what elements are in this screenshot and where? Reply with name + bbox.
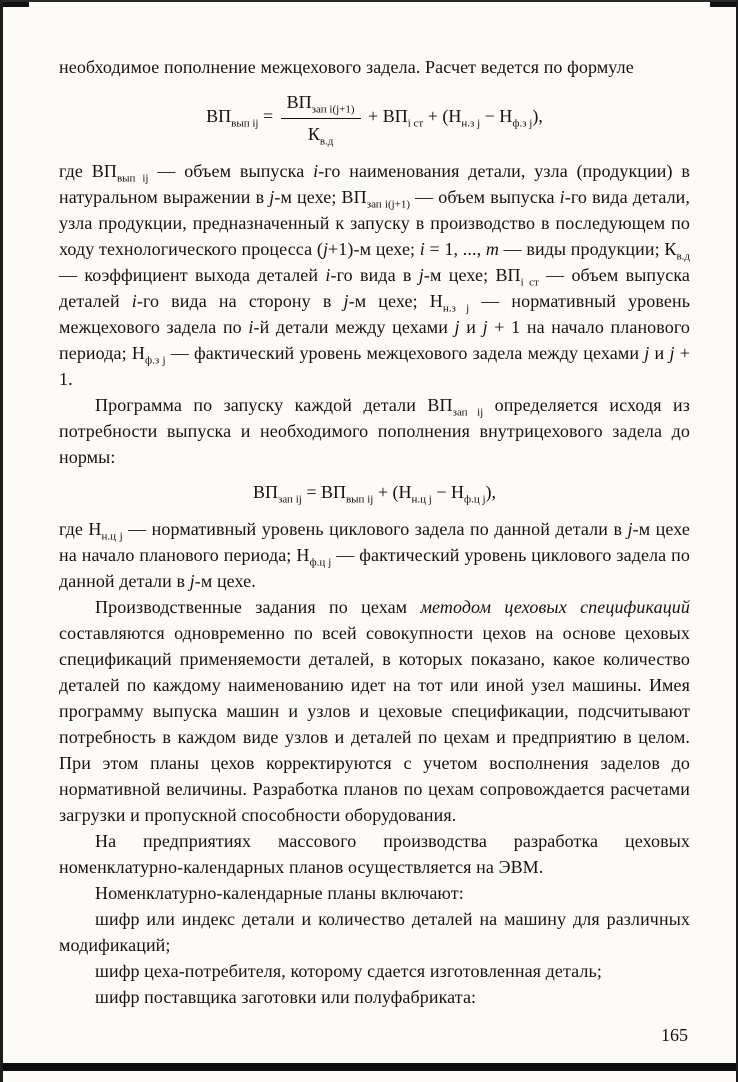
text-run: шифр или индекс детали и количество деталей на машину для различных модификаций; [59,909,690,955]
paragraph [59,958,690,984]
text-run: и [459,317,483,337]
subscript: зап ij [277,493,302,506]
italic-text: j [343,291,349,311]
text-run: ВП [206,106,232,127]
paragraph [59,594,690,828]
paragraph [59,828,690,880]
subscript: н.з j [442,302,470,315]
subscript: вып ij [116,172,149,185]
subscript: вып ij [345,493,374,506]
text-run: +1)-м цехе; [328,239,420,259]
subscript: зап i(j+1) [366,198,411,211]
text-run: где Н [59,519,102,539]
subscript: ф.з j [144,354,166,367]
italic-text: i [559,187,565,207]
scan-edge-top-left [3,2,29,7]
text-run: − Н [431,482,464,502]
text-run: ВП [252,482,278,502]
italic-text: j [322,239,329,259]
subscript: i ст [520,276,539,289]
italic-text: i [131,291,137,311]
italic-text: m [485,239,499,259]
text-run: Номенклатурно-календарные планы включают: [95,883,464,903]
text-run: -м цехе. [194,571,256,591]
text-run: -м цехе; ВП [274,187,367,207]
text-run: -го вида детали, узла продукции, предназначенный к запуску в производство в последующем по ходу технологического процесса ( [59,187,691,259]
text-run: К [307,124,320,144]
paragraph [59,880,690,906]
text-run: + 1 на начало планового периода; Н [59,317,690,363]
subscript: зап i(j+1) [311,103,355,116]
subscript: ф.з j [512,117,533,130]
italic-text: j [669,343,675,363]
italic-text: методом цеховых спецификаций [420,597,690,617]
text-run: = ВП [301,482,346,502]
italic-text: j [482,317,488,337]
subscript: i ст [407,117,424,130]
text-run: — фактический уровень циклового задела по данной детали в [59,545,691,591]
text-run: — нормативный уровень циклового задела по данной детали в [122,519,628,539]
text-run: = [258,106,278,127]
text-run: — объем выпуска деталей [59,265,690,311]
text-run: и [649,343,670,363]
subscript: в.д [676,250,690,263]
subscript: в.д [319,135,334,148]
paragraph [59,906,690,958]
subscript: н.ц j [101,530,123,543]
italic-text: j [418,265,424,285]
text-run: — нормативный уровень межцехового задела по [59,291,691,337]
subscript: н.ц j [411,493,432,506]
italic-text: i [419,239,425,259]
text-run: + 1. [59,343,690,389]
formula [59,89,690,147]
text-run: = 1, ..., [424,239,486,259]
subscript: вып ij [231,117,259,130]
text-run: — объем выпуска [410,187,560,207]
subscript: н.з j [461,117,481,130]
text-run: + (Н [423,106,462,127]
text-run: необходимое пополнение межцехового задела. Расчет ведется по формуле [59,57,634,77]
text-run: ВП [286,92,312,112]
paragraph [59,392,690,470]
fraction-numerator [281,89,361,119]
fraction [281,89,361,147]
paragraph [59,158,690,392]
paragraph [59,516,690,594]
italic-text: j [644,343,650,363]
italic-text: i [325,265,331,285]
text-run: ), [532,106,543,127]
text-run: Производственные задания по цехам [95,597,421,617]
text-run: составляются одновременно по всей совокупности цехов на основе цеховых спецификаций применяемости деталей, в которых показано, какое количество деталей по каждому наименованию идет на тот или иной узел машины. Имея программу выпуска машин и узлов и цеховые спецификации, подсчитывают потребность в каждом виде узлов и деталей по цехам и предприятию в целом. При этом планы цехов корректируются с учетом восполнения заделов до нормативной величины. Разработка планов по цехам сопровождается расчетами загрузки и пропускной способности оборудования. [59,623,690,825]
text-run: -й детали между цехами [253,317,455,337]
formula [59,479,690,505]
fraction-denominator [281,119,361,147]
text-run: -м цехе; Н [348,291,443,311]
text-run: — объем выпуска [148,161,314,181]
text-run: − Н [480,106,513,127]
italic-text: i [313,161,319,181]
text-run: + ВП [363,106,408,127]
text-run: — виды продукции; К [498,239,677,259]
text-run: где ВП [59,161,117,181]
page-number: 165 [661,1025,688,1045]
paragraph [59,54,690,80]
text-run: -го вида в [330,265,419,285]
text-run: шифр цеха-потребителя, которому сдается изготовленная деталь; [95,961,602,981]
subscript: ф.ц j [463,493,486,506]
text-run: ), [485,482,497,502]
text-run: определяется исходя из потребности выпуска и необходимого пополнения внутрицехового задела до нормы: [59,395,690,467]
text-run: На предприятиях массового производства разработка цеховых номенклатурно-календарных планов осуществляется на ЭВМ. [59,831,690,877]
paragraph [59,984,690,1010]
italic-text: j [454,317,460,337]
subscript: зап ij [452,406,484,419]
scan-edge-bottom [3,1063,736,1071]
text-body [59,54,690,1010]
subscript: ф.ц j [309,556,332,569]
text-run: + (Н [373,482,412,502]
italic-text: j [189,571,195,591]
text-run: — коэффициент выхода деталей [59,265,326,285]
text-run: — фактический уровень межцехового задела между цехами [165,343,645,363]
italic-text: j [627,519,633,539]
italic-text: i [248,317,254,337]
text-run: -го наименования детали, узла (продукции) в натуральном выражении в [59,161,690,207]
text-run: -м цехе; ВП [423,265,521,285]
scan-edge-top-right [710,2,736,7]
text-run: Программа по запуску каждой детали ВП [95,395,453,415]
text-run: -го вида на сторону в [136,291,344,311]
text-run: шифр поставщика заготовки или полуфабриката: [95,987,477,1007]
italic-text: j [269,187,275,207]
text-run: -м цехе на начало планового периода; Н [59,519,690,565]
